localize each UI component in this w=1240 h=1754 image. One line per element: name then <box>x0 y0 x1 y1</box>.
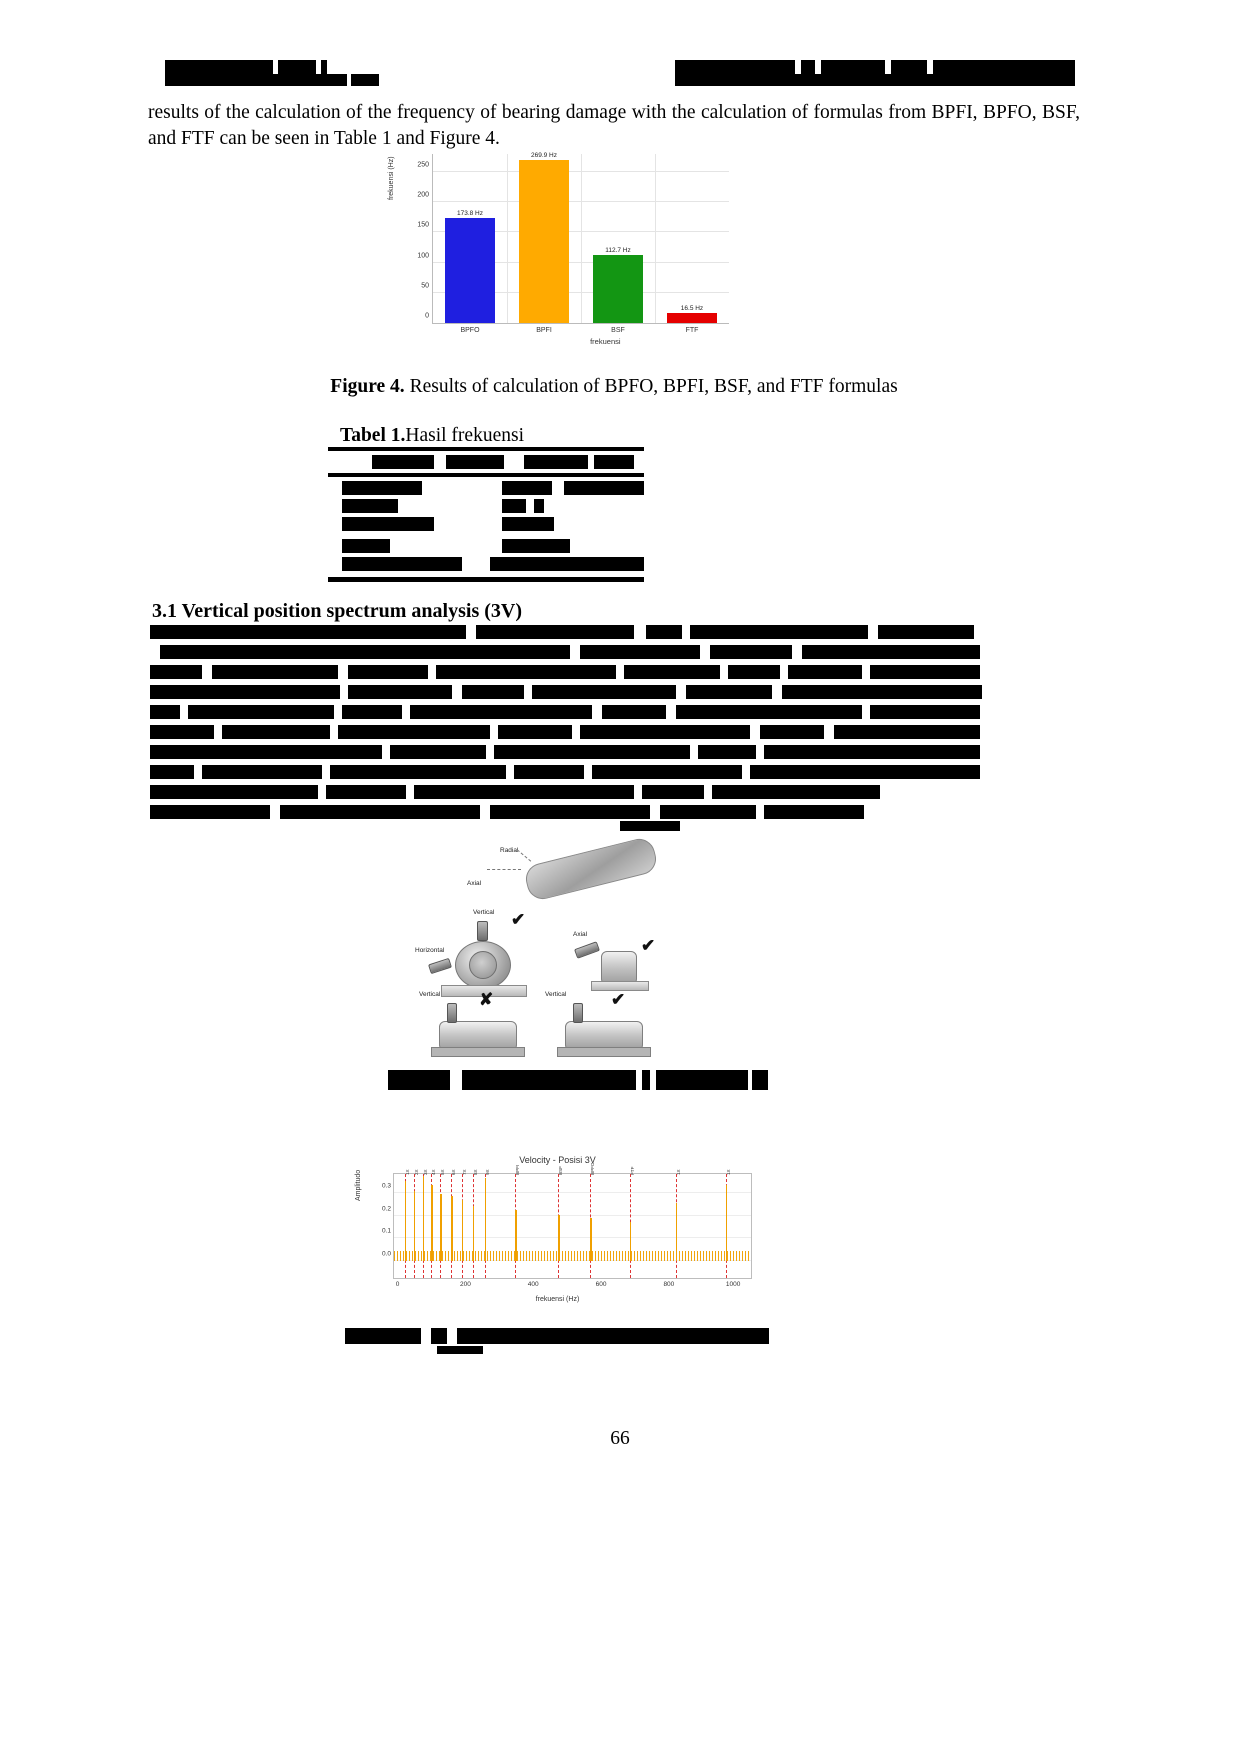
check-mark-1: ✔ <box>511 910 526 929</box>
peak-label: 7X <box>461 1169 467 1175</box>
label-vertical-1: Vertical <box>473 909 495 916</box>
chart-xtick: BSF <box>611 327 625 334</box>
cross-mark: ✘ <box>479 990 494 1009</box>
label-radial: Radial <box>500 847 519 854</box>
spectrum-ytick: 0.2 <box>381 1205 391 1213</box>
peak-label: 6X <box>451 1169 457 1175</box>
body-text-redaction-block <box>150 625 980 840</box>
chart-ytick: 150 <box>417 221 429 229</box>
bar-bpfi <box>519 160 569 323</box>
peak-label: 4X <box>431 1169 437 1175</box>
shaft-illustration <box>523 836 660 903</box>
bar-value-label: 173.8 Hz <box>456 210 483 218</box>
chart-ytick: 50 <box>421 282 429 290</box>
spectrum-title: Velocity - Posisi 3V <box>519 1155 596 1165</box>
peak-label: 1X <box>726 1169 731 1175</box>
chart-xtick: BPFI <box>536 327 552 334</box>
spectrum-xtick: 800 <box>663 1281 675 1288</box>
figure4-bar-chart <box>390 148 735 348</box>
peak-label: BPFI <box>515 1164 521 1175</box>
spectrum-plot-area <box>381 1162 752 1288</box>
chart-plot-area <box>417 152 729 334</box>
spectrum-xtick: 1000 <box>725 1281 741 1288</box>
spectrum-ytick: 0.1 <box>381 1227 391 1235</box>
table1-caption-label: Tabel 1. <box>340 425 406 446</box>
chart-ytick: 100 <box>417 252 429 260</box>
motor-right-base <box>557 1047 651 1057</box>
peak-label: 1X <box>404 1169 410 1175</box>
bar-bpfo <box>445 218 495 323</box>
spectrum-ytick: 0.3 <box>381 1182 391 1190</box>
sensor-axial-right <box>574 941 600 959</box>
figure5-sensor-orientation-diagram <box>415 845 675 1075</box>
figure4-caption <box>148 376 1080 398</box>
peak-label: BPFO <box>590 1162 596 1175</box>
machine-flange-inner <box>469 951 497 979</box>
figure4-caption-text: Results of calculation of BPFO, BPFI, BSF, and FTF formulas <box>404 376 898 397</box>
chart-x-axis-label: frekuensi <box>590 337 621 346</box>
table1-caption-text: Hasil frekuensi <box>405 425 524 446</box>
peak-label: 9X <box>485 1169 491 1175</box>
sensor-horizontal <box>428 958 452 974</box>
chart-ytick: 200 <box>417 191 429 199</box>
machine-right-body <box>601 951 637 985</box>
figure6-velocity-spectrum-chart <box>355 1155 760 1305</box>
bar-value-label: 112.7 Hz <box>605 246 631 254</box>
chart-xtick: FTF <box>685 327 699 334</box>
bar-bsf <box>593 255 643 323</box>
sensor-vertical-upper <box>477 921 488 941</box>
intro-paragraph: results of the calculation of the frequency of bearing damage with the calculation of formulas from BPFI, BPFO, BSF, and FTF can be seen in Table 1 and Figure 4. <box>148 102 1080 149</box>
figure5-caption-redaction <box>388 1070 768 1092</box>
chart-ytick: 250 <box>417 161 429 169</box>
table1-redaction-block <box>328 447 644 584</box>
sensor-vertical-correct <box>573 1003 583 1023</box>
spectrum-noise-floor <box>394 1251 751 1261</box>
peak-label: BSF <box>558 1166 564 1175</box>
header-redaction-block <box>165 60 1075 90</box>
check-mark-2: ✔ <box>641 936 656 955</box>
figure4-caption-label: Figure 4. <box>330 376 405 397</box>
label-axial: Axial <box>467 880 482 887</box>
chart-y-axis-label: frekuensi (Hz) <box>388 156 395 200</box>
chart-xtick: BPFO <box>460 327 480 334</box>
spectrum-xtick: 200 <box>459 1281 471 1288</box>
spectrum-xtick: 400 <box>527 1281 539 1288</box>
sensor-vertical-wrong <box>447 1003 457 1023</box>
spectrum-x-axis-label: frekuensi (Hz) <box>535 1296 580 1303</box>
chart-ytick: 0 <box>425 312 429 320</box>
figure6-caption-redaction <box>345 1328 770 1354</box>
spectrum-xtick: 600 <box>595 1281 607 1288</box>
bar-value-label: 16.5 Hz <box>680 305 704 313</box>
label-horizontal: Horizontal <box>415 947 445 954</box>
label-vertical-2: Vertical <box>419 991 441 998</box>
peak-label: 8X <box>472 1169 478 1175</box>
peak-label: 1X <box>676 1169 682 1175</box>
peak-label: 3X <box>422 1169 428 1175</box>
section-heading-3-1: 3.1 Vertical position spectrum analysis (3V) <box>152 600 522 622</box>
spectrum-xtick: 0 <box>395 1281 400 1288</box>
peak-label: 2X <box>413 1169 419 1175</box>
bar-value-label: 269.9 Hz <box>530 152 557 160</box>
peak-label: FTF <box>629 1166 635 1175</box>
motor-left-base <box>431 1047 525 1057</box>
spectrum-ytick: 0.0 <box>381 1250 391 1258</box>
label-axial-2: Axial <box>573 931 588 938</box>
label-vertical-3: Vertical <box>545 991 567 998</box>
page-number: 66 <box>610 1428 630 1449</box>
spectrum-y-axis-label: Amplitudo <box>355 1169 362 1201</box>
check-mark-3: ✔ <box>611 990 626 1009</box>
bar-ftf <box>667 313 717 323</box>
table1-caption <box>340 425 524 447</box>
peak-label: 5X <box>440 1169 446 1175</box>
